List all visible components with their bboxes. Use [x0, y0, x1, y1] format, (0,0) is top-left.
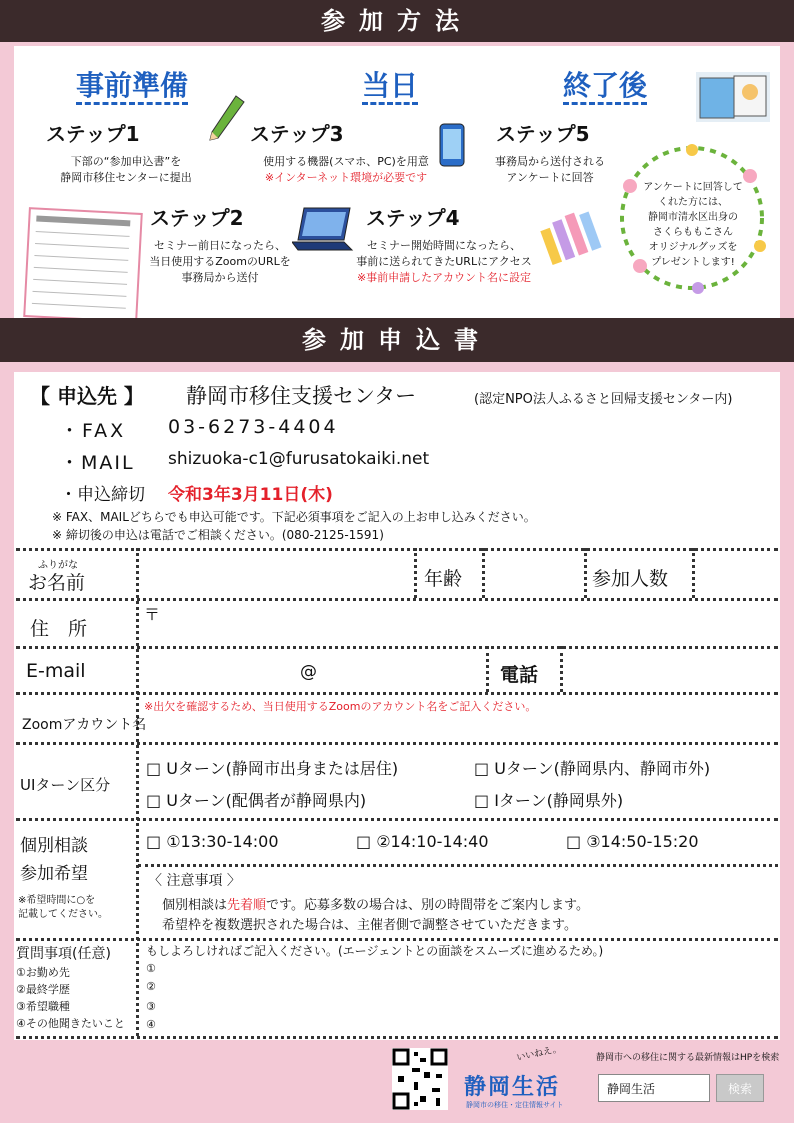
consult-label: 個別相談 参加希望 [20, 836, 88, 884]
mail-address[interactable]: shizuoka-c1@furusatokaiki.net [168, 449, 430, 469]
step3-text: 使用する機器(スマホ、PC)を用意 ※インターネット環境が必要です [263, 155, 429, 184]
application-form-thumbnail [23, 207, 143, 323]
wreath-text: アンケートに回答して くれた方には、 静岡市清水区出身の さくらももこさん オリジナルグッズを プレゼントします! [643, 182, 743, 268]
at-mark: @ [300, 662, 317, 682]
col-line [414, 548, 417, 598]
phase-before: 事前準備 [62, 64, 202, 104]
row-line [16, 692, 778, 695]
col-line [482, 548, 485, 598]
answer-4[interactable]: ④ [146, 1018, 156, 1031]
site-logo: 静岡生活 [464, 1075, 561, 1100]
age-label: 年齢 [424, 568, 463, 590]
contact-org-note: (認定NPO法人ふるさと回帰支援センター内) [474, 392, 733, 407]
row-line [16, 818, 778, 821]
slot-1-checkbox[interactable]: □ ①13:30-14:00 [146, 832, 279, 851]
ui-turn-option-2[interactable]: □ Uターン(静岡県内、静岡市外) [474, 759, 711, 778]
slot-3-checkbox[interactable]: □ ③14:50-15:20 [566, 832, 699, 851]
deadline-label: ・申込締切 [60, 485, 145, 505]
step5-text: 事務局から送付される アンケートに回答 [495, 155, 605, 184]
ui-turn-option-4[interactable]: □ Iターン(静岡県外) [474, 791, 624, 810]
fax-number: 03-6273-4404 [168, 416, 339, 438]
step5-title: ステップ5 [496, 122, 590, 146]
goods-pens-image [534, 206, 614, 266]
col-line [692, 548, 695, 598]
phase-after: 終了後 [540, 64, 670, 104]
question-note: もしよろしければご記入ください。(エージェントとの面談をスムーズに進めるため。) [146, 944, 604, 958]
note-deadline: ※ 締切後の申込は電話でご相談ください。(080-2125-1591) [52, 528, 384, 542]
people-field[interactable] [696, 552, 776, 596]
col-line [486, 646, 489, 692]
zoom-note: ※出欠を確認するため、当日使用するZoomのアカウント名をご記入ください。 [144, 700, 537, 713]
step4-text: セミナー開始時間になったら、 事前に送られてきたURLにアクセス ※事前申請したアカウント名に設定 [356, 239, 532, 284]
qr-code[interactable] [392, 1048, 448, 1110]
email-field[interactable] [140, 650, 484, 690]
row-line [138, 864, 778, 867]
furigana-label: ふりがな [38, 560, 78, 571]
address-field[interactable] [140, 600, 776, 644]
phone-field[interactable] [564, 650, 776, 690]
caution-line-1: 個別相談は先着順です。応募多数の場合は、別の時間帯をご案内します。 [162, 898, 589, 913]
email-label: E-mail [26, 660, 86, 682]
search-button[interactable]: 検索 [716, 1074, 764, 1102]
section-header-form: 参加申込書 [0, 318, 794, 362]
answer-1[interactable]: ① [146, 962, 156, 975]
phase-day: 当日 [330, 64, 450, 104]
people-label: 参加人数 [592, 568, 669, 590]
phone-label: 電話 [500, 664, 539, 686]
deadline-date: 令和3年3月11日(木) [168, 485, 333, 505]
note-fax-mail: ※ FAX、MAILどちらでも申込可能です。下記必須事項をご記入の上お申し込みください。 [52, 510, 536, 524]
question-label: 質問事項(任意) ①お勤め先 ②最終学歴 ③希望職種 ④その他聞きたいこと [16, 946, 125, 1030]
row-line [16, 938, 778, 941]
slot-2-checkbox[interactable]: □ ②14:10-14:40 [356, 832, 489, 851]
photo-cards [696, 72, 770, 122]
age-field[interactable] [486, 552, 582, 596]
step1-title: ステップ1 [46, 122, 140, 146]
name-field[interactable] [140, 552, 412, 596]
mail-label: ・MAIL [60, 452, 135, 474]
search-input[interactable]: 静岡生活 [598, 1074, 710, 1102]
zoom-field[interactable] [140, 712, 776, 740]
answer-3[interactable]: ③ [146, 1000, 156, 1013]
step3-title: ステップ3 [250, 122, 344, 146]
logo-tagline: いいねえ。 [515, 1044, 563, 1064]
step2-title: ステップ2 [150, 206, 244, 230]
caution-title: 〈 注意事項 〉 [148, 873, 241, 889]
col-line [136, 548, 139, 1036]
contact-org: 静岡市移住支援センター [186, 384, 417, 408]
zoom-label: Zoomアカウント名 [22, 717, 147, 733]
pencil-icon [206, 94, 246, 146]
answer-2[interactable]: ② [146, 980, 156, 993]
ui-turn-option-3[interactable]: □ Uターン(配偶者が静岡県内) [146, 791, 367, 810]
step4-title: ステップ4 [366, 206, 460, 230]
row-line [16, 646, 778, 649]
row-line [16, 1036, 778, 1039]
name-label: お名前 [28, 572, 86, 594]
row-line [16, 742, 778, 745]
address-label: 住 所 [30, 618, 88, 640]
postal-mark: 〒 [144, 605, 161, 624]
ui-turn-label: UIターン区分 [20, 776, 111, 794]
contact-label: 【 申込先 】 [30, 384, 144, 408]
col-line [584, 548, 587, 598]
ui-turn-option-1[interactable]: □ Uターン(静岡市出身または居住) [146, 759, 399, 778]
step2-text: セミナー前日になったら、 当日使用するZoomのURLを 事務局から送付 [149, 239, 291, 284]
row-line [16, 548, 778, 551]
caution-line-2: 希望枠を複数選択された場合は、主催者側で調整させていただきます。 [162, 918, 577, 933]
step1-text: 下部の“参加申込書”を 静岡市移住センターに提出 [60, 155, 192, 184]
col-line [560, 646, 563, 692]
site-logo-sub: 静岡市の移住・定住情報サイト [466, 1101, 564, 1109]
section-header-method: 参加方法 [0, 0, 794, 42]
fax-label: ・FAX [60, 420, 127, 442]
consult-note: ※希望時間に○を 記載してください。 [18, 895, 108, 920]
search-info-text: 静岡市への移住に関する最新情報はHPを検索 [596, 1053, 780, 1063]
